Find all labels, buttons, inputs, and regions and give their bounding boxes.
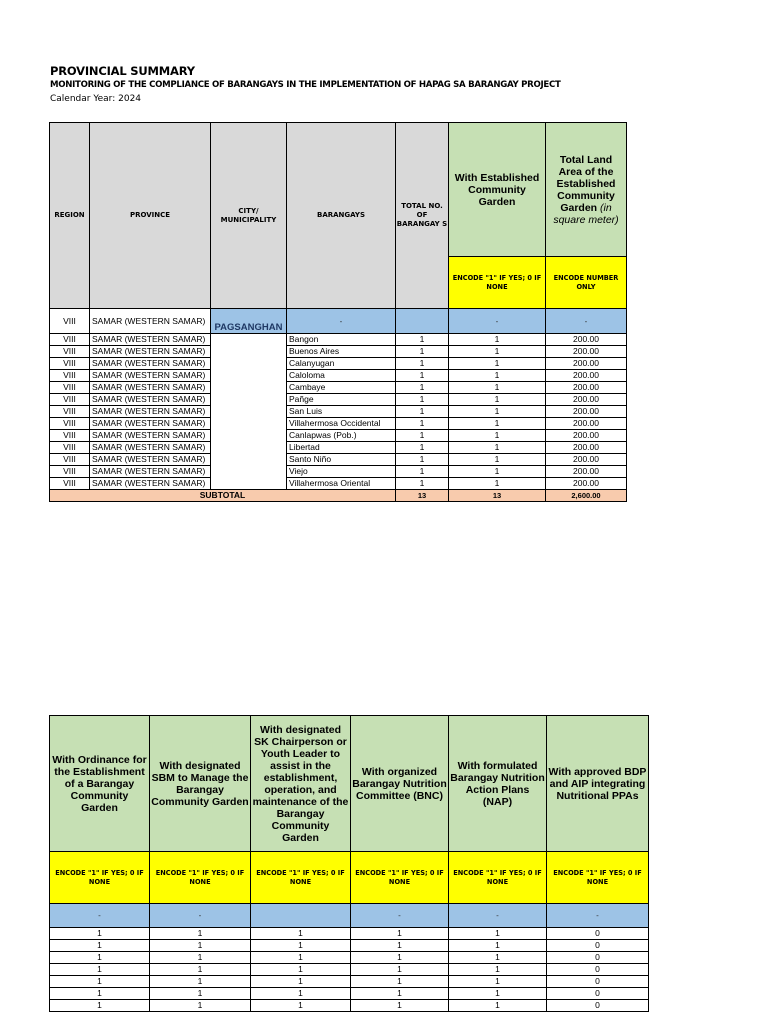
total-cell: 1 (396, 466, 449, 478)
region-cell: VIII (50, 394, 90, 406)
compliance-table-main (49, 122, 627, 502)
value-cell: 1 (449, 988, 547, 1000)
land-area-cell: 200.00 (546, 478, 627, 490)
barangay-cell: Bangon (287, 334, 396, 346)
header-city-municipality: CITY/ MUNICIPALITY (211, 123, 287, 309)
value-cell: 1 (449, 940, 547, 952)
garden-cell: 1 (449, 442, 546, 454)
header-total-barangays: TOTAL NO. OF BARANGAY S (396, 123, 449, 309)
barangay-cell: Caloloma (287, 370, 396, 382)
value-cell: 1 (251, 964, 351, 976)
total-cell: 1 (396, 418, 449, 430)
value-cell: 1 (150, 988, 251, 1000)
value-cell: 0 (547, 988, 649, 1000)
land-area-cell: 200.00 (546, 346, 627, 358)
city-merged-cell (211, 334, 287, 490)
garden-cell: 1 (449, 430, 546, 442)
value-cell: 1 (251, 952, 351, 964)
value-cell: 1 (50, 964, 150, 976)
value-cell: 1 (150, 928, 251, 940)
value-cell: 1 (251, 988, 351, 1000)
summary-land-area: - (546, 309, 627, 334)
region-cell: VIII (50, 478, 90, 490)
province-cell: SAMAR (WESTERN SAMAR) (90, 442, 211, 454)
total-cell: 1 (396, 370, 449, 382)
barangay-cell: Santo Niño (287, 454, 396, 466)
value-cell: 1 (449, 952, 547, 964)
summary-total (396, 309, 449, 334)
province-cell: SAMAR (WESTERN SAMAR) (90, 406, 211, 418)
land-area-cell: 200.00 (546, 454, 627, 466)
garden-cell: 1 (449, 382, 546, 394)
encode-instruction-land-area: ENCODE NUMBER ONLY (546, 257, 627, 309)
summary-cell: - (351, 904, 449, 928)
report-heading (50, 64, 750, 106)
barangay-cell: Villahermosa Oriental (287, 478, 396, 490)
garden-cell: 1 (449, 406, 546, 418)
value-cell: 1 (50, 988, 150, 1000)
summary-garden: - (449, 309, 546, 334)
subtotal-land-area: 2,600.00 (546, 490, 627, 502)
total-cell: 1 (396, 358, 449, 370)
region-cell: VIII (50, 358, 90, 370)
summary-row (50, 309, 627, 334)
land-area-cell: 200.00 (546, 466, 627, 478)
land-area-cell: 200.00 (546, 442, 627, 454)
value-cell: 1 (351, 988, 449, 1000)
value-cell: 1 (50, 976, 150, 988)
header-designated-sbm: With designated SBM to Manage the Barangay Community Garden (150, 716, 251, 852)
total-cell: 1 (396, 334, 449, 346)
table-row (50, 964, 649, 976)
value-cell: 1 (50, 940, 150, 952)
province-cell: SAMAR (WESTERN SAMAR) (90, 334, 211, 346)
value-cell: 0 (547, 964, 649, 976)
value-cell: 0 (547, 940, 649, 952)
garden-cell: 1 (449, 346, 546, 358)
land-area-label: Total Land Area of the Established Community Garden (556, 153, 616, 214)
value-cell: 0 (547, 1000, 649, 1012)
province-cell: SAMAR (WESTERN SAMAR) (90, 358, 211, 370)
value-cell: 1 (150, 964, 251, 976)
value-cell: 1 (449, 964, 547, 976)
value-cell: 1 (251, 928, 351, 940)
table-row (50, 346, 627, 358)
region-cell: VIII (50, 382, 90, 394)
total-cell: 1 (396, 394, 449, 406)
value-cell: 1 (50, 952, 150, 964)
barangay-cell: San Luis (287, 406, 396, 418)
compliance-table-continued (49, 715, 649, 1012)
total-cell: 1 (396, 478, 449, 490)
land-area-cell: 200.00 (546, 370, 627, 382)
garden-cell: 1 (449, 478, 546, 490)
province-cell: SAMAR (WESTERN SAMAR) (90, 454, 211, 466)
table-row (50, 442, 627, 454)
province-cell: SAMAR (WESTERN SAMAR) (90, 466, 211, 478)
table-row (50, 394, 627, 406)
barangay-cell: Pañge (287, 394, 396, 406)
value-cell: 1 (351, 952, 449, 964)
total-cell: 1 (396, 430, 449, 442)
report-title: PROVINCIAL SUMMARY (50, 64, 195, 78)
value-cell: 1 (150, 976, 251, 988)
summary-row (50, 904, 649, 928)
value-cell: 1 (449, 928, 547, 940)
barangay-cell: Villahermosa Occidental (287, 418, 396, 430)
total-cell: 1 (396, 346, 449, 358)
region-cell: VIII (50, 406, 90, 418)
table-row (50, 454, 627, 466)
calendar-year: Calendar Year: 2024 (50, 94, 142, 104)
land-area-cell: 200.00 (546, 382, 627, 394)
encode-instruction-garden: ENCODE "1" IF YES; 0 IF NONE (449, 257, 546, 309)
total-cell: 1 (396, 382, 449, 394)
table-row (50, 466, 627, 478)
summary-cell: - (449, 904, 547, 928)
region-cell: VIII (50, 418, 90, 430)
header-sk-chairperson: With designated SK Chairperson or Youth Leader to assist in the establishment, operation, and maintenance of the Barangay Community Garden (251, 716, 351, 852)
region-cell: VIII (50, 430, 90, 442)
land-area-cell: 200.00 (546, 430, 627, 442)
barangay-cell: Viejo (287, 466, 396, 478)
table-row (50, 1000, 649, 1012)
table-row (50, 406, 627, 418)
value-cell: 1 (150, 952, 251, 964)
summary-cell: - (150, 904, 251, 928)
value-cell: 1 (251, 1000, 351, 1012)
value-cell: 1 (50, 1000, 150, 1012)
value-cell: 1 (351, 928, 449, 940)
value-cell: 1 (351, 1000, 449, 1012)
encode-instruction: ENCODE "1" IF YES; 0 IF NONE (449, 852, 547, 904)
header-total-land-area (546, 123, 627, 257)
barangay-cell: Buenos Aires (287, 346, 396, 358)
land-area-cell: 200.00 (546, 418, 627, 430)
summary-cell: - (547, 904, 649, 928)
value-cell: 1 (150, 1000, 251, 1012)
table-row (50, 358, 627, 370)
value-cell: 1 (351, 940, 449, 952)
total-cell: 1 (396, 442, 449, 454)
subtotal-total: 13 (396, 490, 449, 502)
region-cell: VIII (50, 334, 90, 346)
total-cell: 1 (396, 406, 449, 418)
garden-cell: 1 (449, 394, 546, 406)
province-cell: SAMAR (WESTERN SAMAR) (90, 346, 211, 358)
encode-instruction: ENCODE "1" IF YES; 0 IF NONE (351, 852, 449, 904)
header-region: REGION (50, 123, 90, 309)
value-cell: 1 (251, 976, 351, 988)
land-area-cell: 200.00 (546, 406, 627, 418)
subtotal-row (50, 490, 627, 502)
region-cell: VIII (50, 442, 90, 454)
encode-instruction: ENCODE "1" IF YES; 0 IF NONE (150, 852, 251, 904)
table-row (50, 382, 627, 394)
garden-cell: 1 (449, 466, 546, 478)
garden-cell: 1 (449, 418, 546, 430)
value-cell: 0 (547, 928, 649, 940)
province-cell: SAMAR (WESTERN SAMAR) (90, 370, 211, 382)
encode-instruction: ENCODE "1" IF YES; 0 IF NONE (251, 852, 351, 904)
table-row (50, 370, 627, 382)
table-row (50, 430, 627, 442)
land-area-cell: 200.00 (546, 394, 627, 406)
summary-region: VIII (50, 309, 90, 334)
subtotal-garden: 13 (449, 490, 546, 502)
value-cell: 1 (351, 976, 449, 988)
province-cell: SAMAR (WESTERN SAMAR) (90, 418, 211, 430)
table-row (50, 418, 627, 430)
barangay-cell: Cambaye (287, 382, 396, 394)
barangay-cell: Libertad (287, 442, 396, 454)
city-name: PAGSANGHAN (211, 309, 287, 334)
value-cell: 0 (547, 976, 649, 988)
garden-cell: 1 (449, 334, 546, 346)
value-cell: 1 (449, 1000, 547, 1012)
table-row (50, 928, 649, 940)
land-area-unit: (in square meter) (553, 201, 619, 226)
barangay-cell: Calanyugan (287, 358, 396, 370)
land-area-cell: 200.00 (546, 334, 627, 346)
table-row (50, 334, 627, 346)
value-cell: 1 (449, 976, 547, 988)
table-row (50, 940, 649, 952)
value-cell: 1 (150, 940, 251, 952)
garden-cell: 1 (449, 358, 546, 370)
region-cell: VIII (50, 370, 90, 382)
encode-instruction: ENCODE "1" IF YES; 0 IF NONE (547, 852, 649, 904)
header-bdp-aip: With approved BDP and AIP integrating Nutritional PPAs (547, 716, 649, 852)
land-area-cell: 200.00 (546, 358, 627, 370)
encode-instruction: ENCODE "1" IF YES; 0 IF NONE (50, 852, 150, 904)
province-cell: SAMAR (WESTERN SAMAR) (90, 382, 211, 394)
region-cell: VIII (50, 466, 90, 478)
garden-cell: 1 (449, 370, 546, 382)
report-subtitle: MONITORING OF THE COMPLIANCE OF BARANGAYS IN THE IMPLEMENTATION OF HAPAG SA BARANGAY PROJECT (50, 80, 561, 90)
garden-cell: 1 (449, 454, 546, 466)
header-barangays: BARANGAYS (287, 123, 396, 309)
province-cell: SAMAR (WESTERN SAMAR) (90, 430, 211, 442)
summary-barangay: - (287, 309, 396, 334)
summary-cell: - (50, 904, 150, 928)
subtotal-label: SUBTOTAL (50, 490, 396, 502)
region-cell: VIII (50, 346, 90, 358)
header-ordinance: With Ordinance for the Establishment of a Barangay Community Garden (50, 716, 150, 852)
province-cell: SAMAR (WESTERN SAMAR) (90, 394, 211, 406)
table-row (50, 988, 649, 1000)
value-cell: 1 (251, 940, 351, 952)
value-cell: 1 (50, 928, 150, 940)
value-cell: 0 (547, 952, 649, 964)
table-row (50, 952, 649, 964)
summary-province: SAMAR (WESTERN SAMAR) (90, 309, 211, 334)
table-row (50, 976, 649, 988)
barangay-cell: Canlapwas (Pob.) (287, 430, 396, 442)
table-row (50, 478, 627, 490)
region-cell: VIII (50, 454, 90, 466)
header-nap: With formulated Barangay Nutrition Action Plans (NAP) (449, 716, 547, 852)
value-cell: 1 (351, 964, 449, 976)
province-cell: SAMAR (WESTERN SAMAR) (90, 478, 211, 490)
total-cell: 1 (396, 454, 449, 466)
header-bnc: With organized Barangay Nutrition Committee (BNC) (351, 716, 449, 852)
summary-cell (251, 904, 351, 928)
header-province: PROVINCE (90, 123, 211, 309)
header-established-garden: With Established Community Garden (449, 123, 546, 257)
